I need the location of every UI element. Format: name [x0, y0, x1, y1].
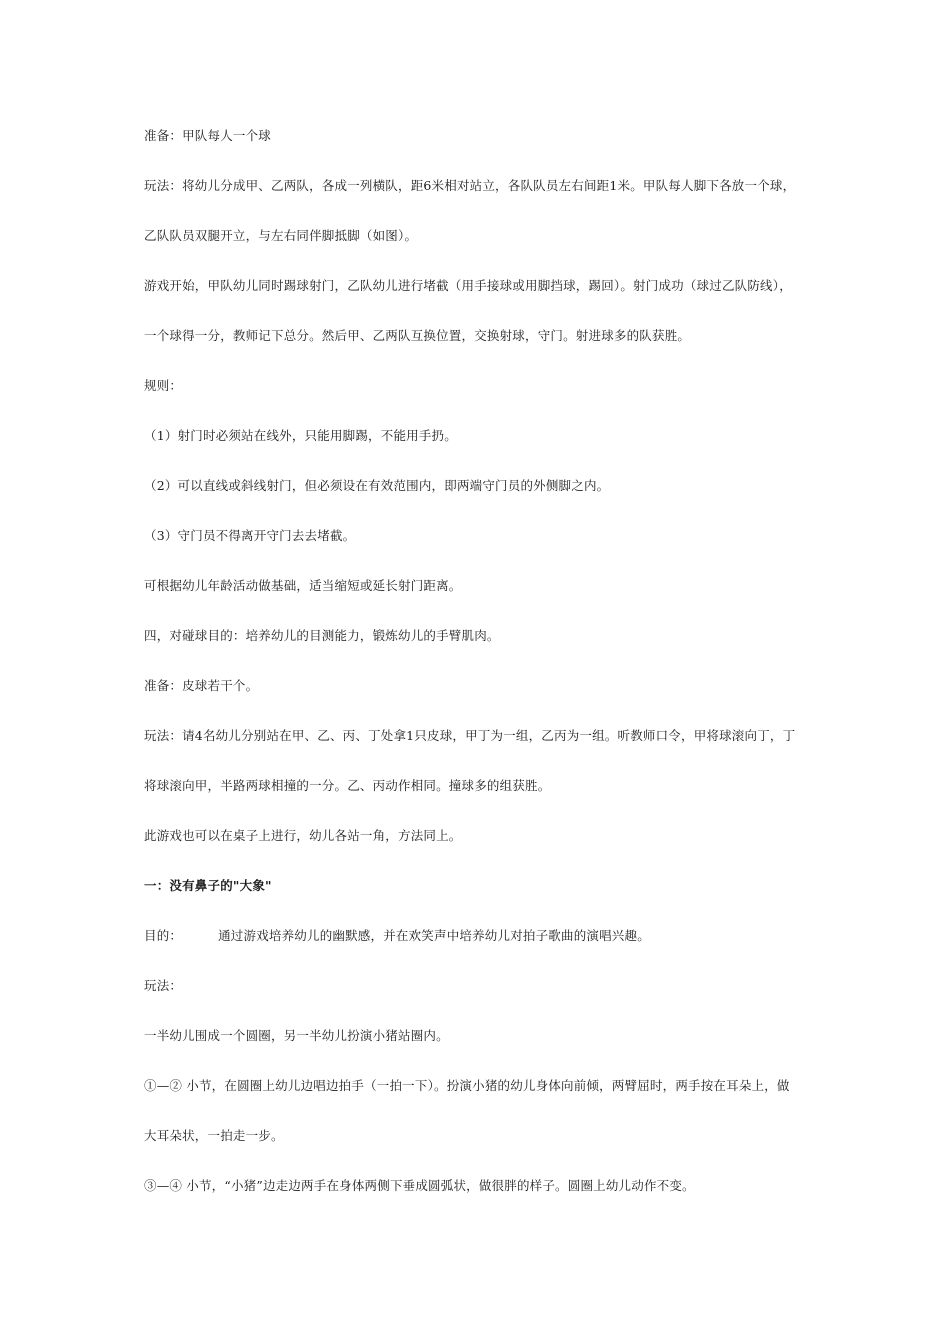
- goal-text: 通过游戏培养幼儿的幽默感，并在欢笑声中培养幼儿对拍子歌曲的演唱兴趣。: [218, 928, 650, 943]
- goal-label: 目的：: [144, 928, 183, 943]
- section-label: 规则：: [144, 378, 183, 393]
- section-heading: 一：没有鼻子的"大象": [144, 878, 272, 893]
- paragraph: 四，对碰球目的：培养幼儿的目测能力，锻炼幼儿的手臂肌肉。: [144, 628, 500, 643]
- paragraph: 将球滚向甲，半路两球相撞的一分。乙、丙动作相同。撞球多的组获胜。: [144, 778, 551, 793]
- goal-line: [144, 928, 650, 944]
- paragraph: 一半幼儿围成一个圆圈，另一半幼儿扮演小猪站圈内。: [144, 1028, 449, 1043]
- paragraph: 准备：甲队每人一个球: [144, 128, 272, 143]
- paragraph: 大耳朵状，一拍走一步。: [144, 1128, 284, 1143]
- paragraph: 玩法：请4名幼儿分别站在甲、乙、丙、丁处拿1只皮球，甲丁为一组，乙丙为一组。听教师口令，甲将球滚向丁，丁: [144, 728, 796, 743]
- paragraph: 乙队队员双腿开立，与左右同伴脚抵脚（如图）。: [144, 228, 418, 243]
- paragraph: 玩法：将幼儿分成甲、乙两队，各成一列横队，距6米相对站立，各队队员左右间距1米。甲队每人脚下各放一个球，: [144, 178, 796, 193]
- section-label: 玩法：: [144, 978, 183, 993]
- paragraph: ③—④ 小节，“小猪”边走边两手在身体两侧下垂成圆弧状，做很胖的样子。圆圈上幼儿动作不变。: [144, 1178, 695, 1193]
- rule-item: （3）守门员不得离开守门去去堵截。: [144, 528, 356, 543]
- paragraph: 此游戏也可以在桌子上进行，幼儿各站一角，方法同上。: [144, 828, 462, 843]
- paragraph: 一个球得一分，教师记下总分。然后甲、乙两队互换位置，交换射球，守门。射进球多的队获胜。: [144, 328, 691, 343]
- paragraph: ①—② 小节，在圆圈上幼儿边唱边拍手（一拍一下）。扮演小猪的幼儿身体向前倾，两臂屈时，两手按在耳朵上，做: [144, 1078, 790, 1093]
- paragraph: 游戏开始，甲队幼儿同时踢球射门，乙队幼儿进行堵截（用手接球或用脚挡球，踢回）。射门成功（球过乙队防线），: [144, 278, 792, 293]
- paragraph: 准备：皮球若干个。: [144, 678, 259, 693]
- paragraph: 可根据幼儿年龄活动做基础，适当缩短或延长射门距离。: [144, 578, 462, 593]
- rule-item: （1）射门时必须站在线外，只能用脚踢，不能用手扔。: [144, 428, 457, 443]
- rule-item: （2）可以直线或斜线射门，但必须设在有效范围内，即两端守门员的外侧脚之内。: [144, 478, 610, 493]
